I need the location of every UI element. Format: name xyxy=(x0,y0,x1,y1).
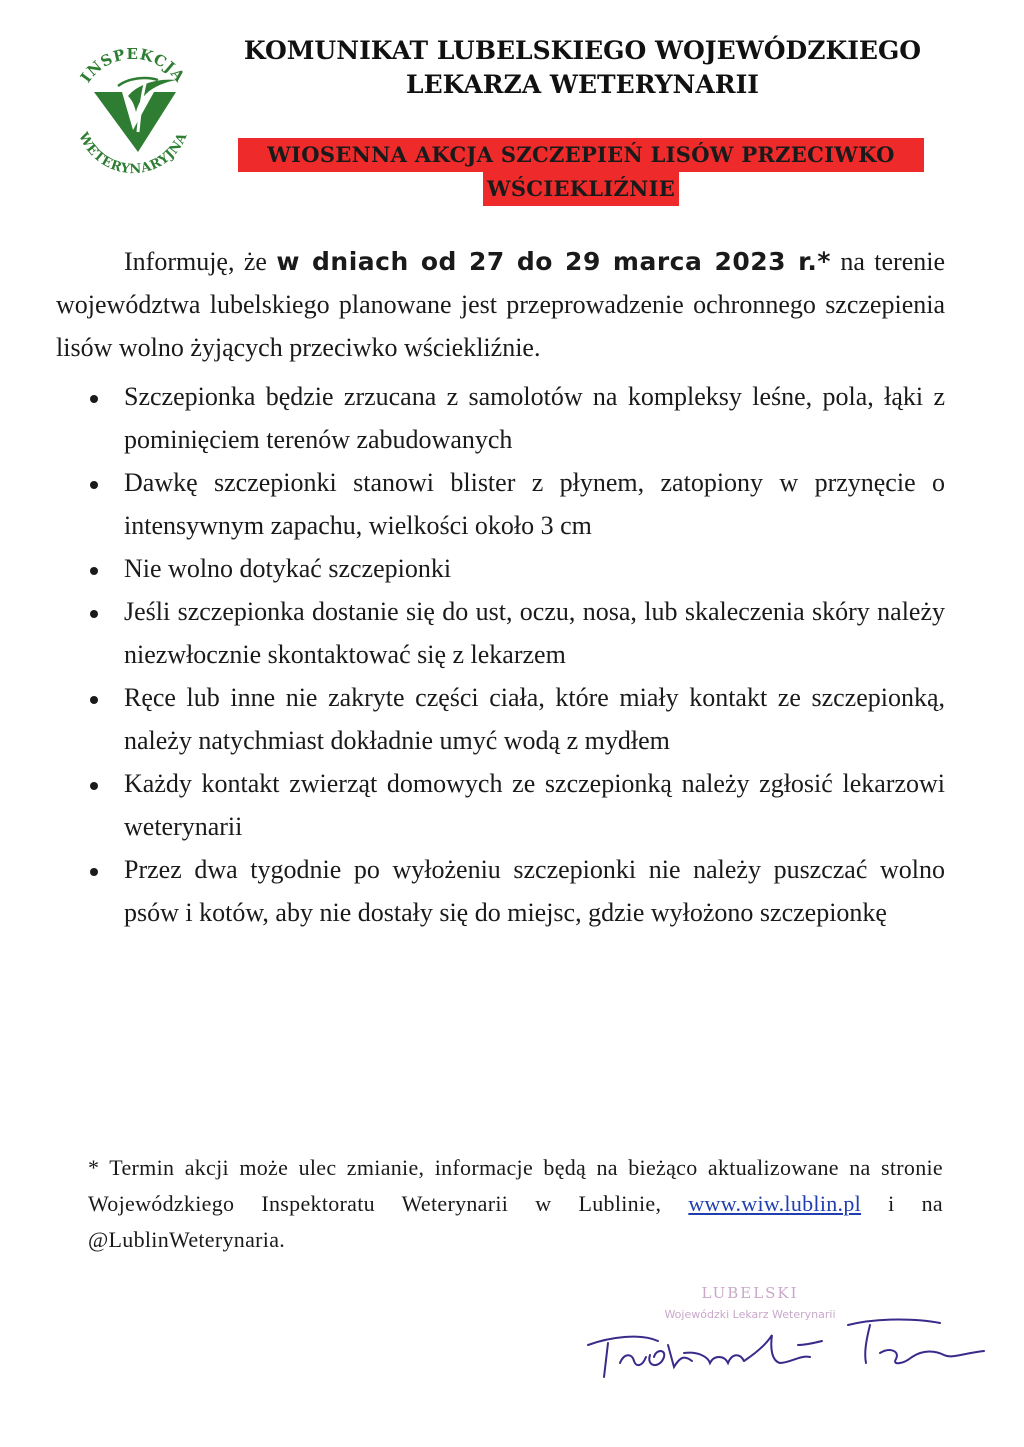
footnote-text-end: i na @LublinWeterynaria. xyxy=(88,1191,943,1252)
banner-line2: WŚCIEKLIŹNIE xyxy=(483,172,679,206)
stamp-line2: Wojewódzki Lekarz Weterynarii xyxy=(664,1308,836,1321)
list-item: Dawkę szczepionki stanowi blister z płynem, zatopiony w przynęcie o intensywnym zapachu, wielkości około 3 cm xyxy=(56,461,945,547)
list-item: Każdy kontakt zwierząt domowych ze szczepionką należy zgłosić lekarzowi weterynarii xyxy=(56,762,945,848)
list-item: Jeśli szczepionka dostanie się do ust, oczu, nosa, lub skaleczenia skóry należy niezwłocznie skontaktować się z lekarzem xyxy=(56,590,945,676)
main-content xyxy=(56,240,945,934)
intro-after: na terenie województwa lubelskiego planowane jest przeprowadzenie ochronnego szczepienia lisów wolno żyjących przeciwko wściekliźnie. xyxy=(56,247,946,362)
campaign-banner xyxy=(238,138,924,206)
inspekcja-weterynaryjna-logo xyxy=(58,34,208,184)
header-title-line1: KOMUNIKAT LUBELSKIEGO WOJEWÓDZKIEGO xyxy=(243,36,922,65)
logo-emblem-icon xyxy=(58,34,208,184)
logo-text-bottom: WETERYNARYJNA xyxy=(75,130,191,178)
footnote-text: * Termin akcji może ulec zmianie, informacje będą na bieżąco aktualizowane na stronie Wojewódzkiego Inspektoratu Weterynarii w Lublinie, xyxy=(88,1155,943,1216)
intro-dates: w dniach od 27 do 29 marca 2023 r.* xyxy=(276,247,831,276)
header-title xyxy=(225,34,940,102)
instructions-list xyxy=(56,375,945,934)
list-item: Przez dwa tygodnie po wyłożeniu szczepionki nie należy puszczać wolno psów i kotów, aby nie dostały się do miejsc, gdzie wyłożono szczepionkę xyxy=(56,848,945,934)
signature-icon xyxy=(580,1305,1000,1385)
intro-before: Informuję, że xyxy=(124,247,277,276)
signature xyxy=(580,1305,1000,1385)
logo-text-top: INSPEKCJA xyxy=(76,44,189,87)
header-title-line2: LEKARZA WETERYNARII xyxy=(406,70,759,99)
intro-paragraph xyxy=(56,240,945,369)
list-item: Szczepionka będzie zrzucana z samolotów na kompleksy leśne, pola, łąki z pominięciem terenów zabudowanych xyxy=(56,375,945,461)
footnote xyxy=(88,1150,943,1258)
list-item: Nie wolno dotykać szczepionki xyxy=(56,547,945,590)
wiw-website-link[interactable]: www.wiw.lublin.pl xyxy=(688,1191,862,1216)
banner-line1: WIOSENNA AKCJA SZCZEPIEŃ LISÓW PRZECIWKO xyxy=(238,138,924,172)
list-item: Ręce lub inne nie zakryte części ciała, które miały kontakt ze szczepionką, należy natychmiast dokładnie umyć wodą z mydłem xyxy=(56,676,945,762)
stamp-line1: LUBELSKI xyxy=(701,1284,799,1302)
